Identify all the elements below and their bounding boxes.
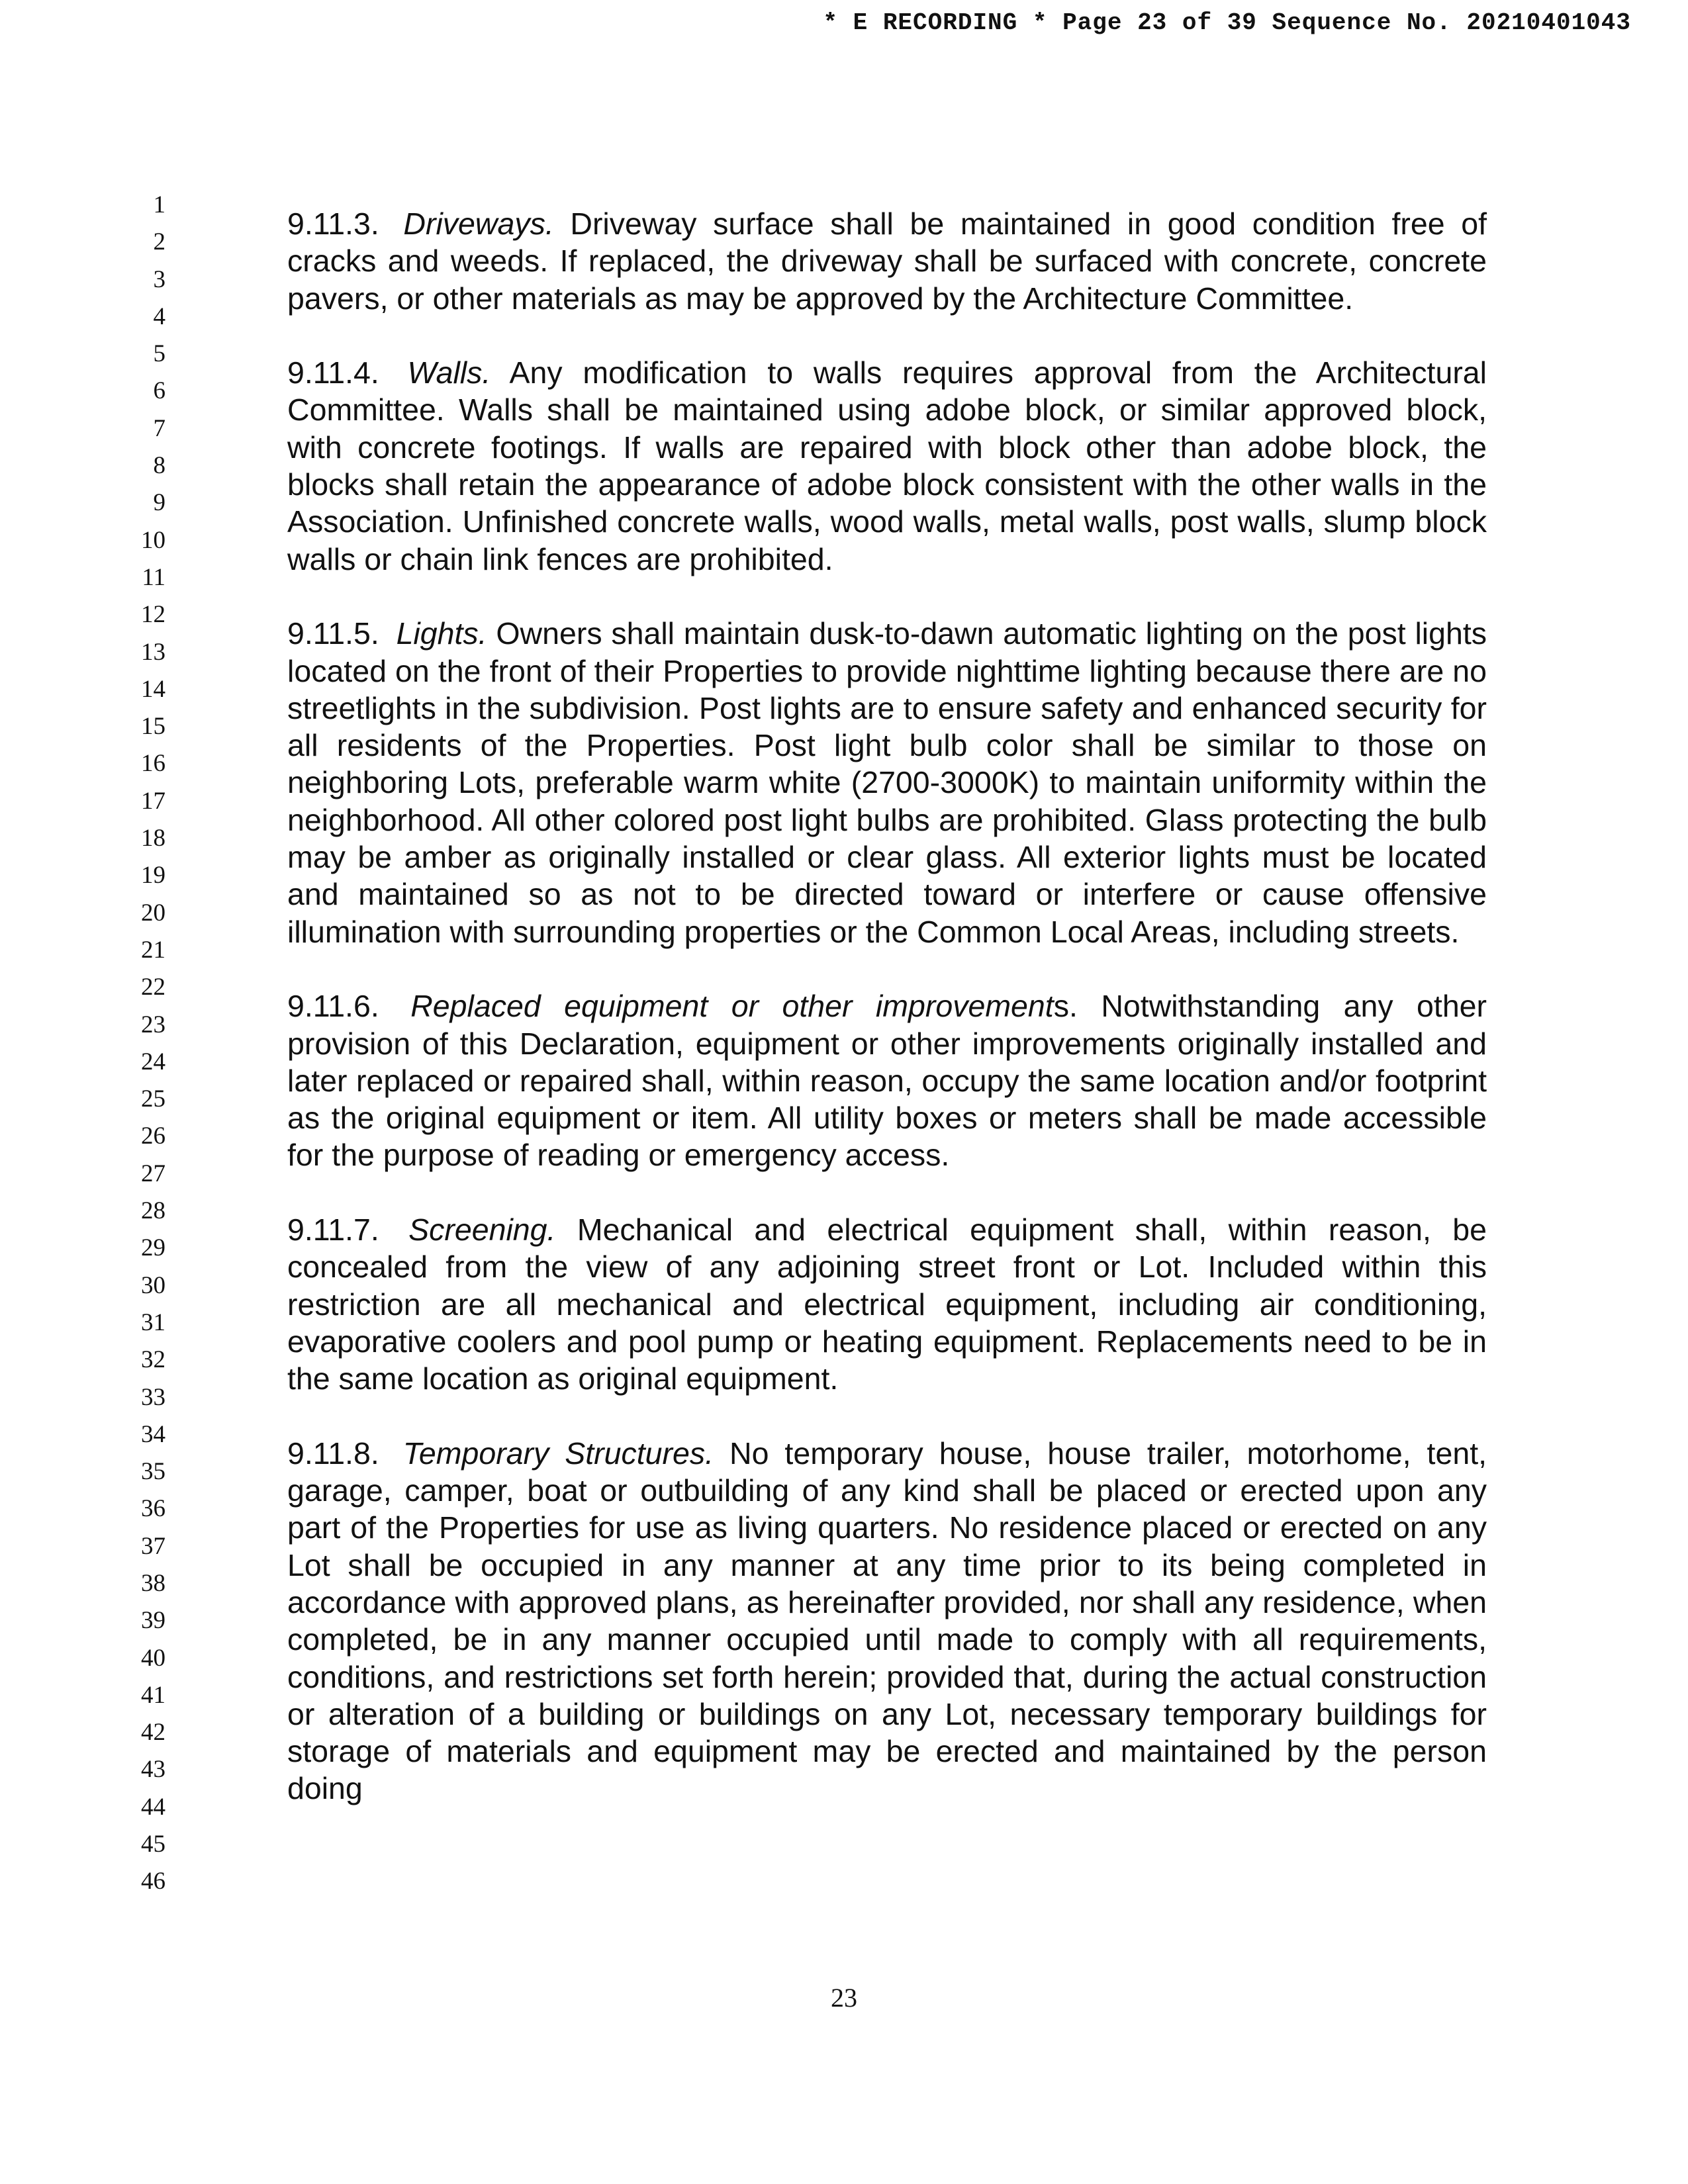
line-number: 37 [141,1532,165,1560]
line-number: 44 [141,1793,165,1821]
section-body: Driveway surface shall be maintained in good condition free of cracks and weeds. If replaced, the driveway shall be surfaced with concrete, concrete pavers, or other materials as may be approved by the Architecture Committee. [287,206,1487,316]
line-number: 42 [141,1719,165,1747]
line-number: 11 [142,563,165,591]
section-walls [287,354,1487,578]
section-title-suffix: s. [1053,989,1078,1024]
section-number: 9.11.7. [287,1212,379,1248]
line-number: 18 [141,825,165,852]
line-number: 8 [153,452,165,480]
section-temporary-structures [287,1435,1487,1807]
section-title: Lights. [396,616,487,651]
section-title: Driveways. [403,206,554,241]
line-number: 5 [153,340,165,368]
line-number: 31 [141,1308,165,1336]
line-number: 28 [141,1197,165,1225]
line-number: 41 [141,1681,165,1709]
section-number: 9.11.5. [287,616,379,651]
line-number: 19 [141,862,165,889]
section-body: No temporary house, house trailer, motorhome, tent, garage, camper, boat or outbuilding of any kind shall be placed or erected upon any part of the Properties for use as living quarters. No residence placed or erected on any Lot shall be occupied in any manner at any time prior to its being completed in accordance with approved plans, as hereinafter provided, nor shall any residence, when completed, be in any manner occupied until made to comply with all requirements, conditions, and restrictions set forth herein; provided that, during the actual construction or alteration of a building or buildings on any Lot, necessary temporary buildings for storage of materials and equipment may be erected and maintained by the person doing [287,1435,1487,1806]
line-number: 2 [153,228,165,256]
line-number: 22 [141,974,165,1001]
line-number: 43 [141,1756,165,1784]
page-number: 23 [831,1983,857,2013]
line-number: 26 [141,1122,165,1150]
section-number: 9.11.6. [287,989,379,1024]
section-number: 9.11.8. [287,1435,379,1471]
line-number: 38 [141,1569,165,1597]
section-driveways [287,205,1487,317]
line-number: 36 [141,1495,165,1523]
line-number: 27 [141,1160,165,1187]
section-number: 9.11.3. [287,206,379,241]
line-number: 23 [141,1011,165,1038]
line-number: 46 [141,1868,165,1895]
section-title: Walls. [407,355,491,390]
line-number: 45 [141,1831,165,1858]
line-number: 24 [141,1048,165,1075]
line-number: 32 [141,1346,165,1374]
line-number: 29 [141,1234,165,1262]
line-number: 15 [141,713,165,741]
line-number: 30 [141,1271,165,1299]
line-number: 12 [141,601,165,629]
section-body: Notwithstanding any other provision of this Declaration, equipment or other improvements originally installed and later replaced or repaired shall, within reason, occupy the same location and/or footprint as the original equipment or item. All utility boxes or meters shall be made accessible for the purpose of reading or emergency access. [287,989,1487,1173]
section-number: 9.11.4. [287,355,379,390]
section-body: Owners shall maintain dusk-to-dawn automatic lighting on the post lights located on the front of their Properties to provide nighttime lighting because there are no streetlights in the subdivision. Post lights are to ensure safety and enhanced security for all residents of the Properties. Post light bulb color shall be similar to those on neighboring Lots, preferable warm white (2700-3000K) to maintain uniformity within the neighborhood. All other colored post light bulbs are prohibited. Glass protecting the bulb may be amber as originally installed or clear glass. All exterior lights must be located and maintained so as not to be directed toward or interfere or cause offensive illumination with surrounding properties or the Common Local Areas, including streets. [287,616,1487,949]
section-screening [287,1211,1487,1397]
section-title: Replaced equipment or other improvement [410,989,1054,1024]
line-number: 1 [153,191,165,218]
line-number: 10 [141,526,165,554]
line-number: 20 [141,899,165,927]
section-title: Temporary Structures. [402,1435,714,1471]
line-number-column [99,187,165,1901]
section-lights [287,615,1487,950]
line-number: 33 [141,1383,165,1411]
recording-stamp: * E RECORDING * Page 23 of 39 Sequence No. 20210401043 [823,9,1631,36]
line-number: 3 [153,265,165,293]
section-body: Any modification to walls requires approval from the Architectural Committee. Walls shall be maintained using adobe block, or similar approved block, with concrete footings. If walls are repaired with block other than adobe block, the blocks shall retain the appearance of adobe block consistent with the other walls in the Association. Unfinished concrete walls, wood walls, metal walls, post walls, slump block walls or chain link fences are prohibited. [287,355,1487,576]
document-body [287,205,1487,1807]
line-number: 17 [141,787,165,815]
section-title: Screening. [408,1212,556,1248]
line-number: 7 [153,414,165,442]
line-number: 16 [141,750,165,778]
line-number: 4 [153,302,165,330]
line-number: 6 [153,377,165,405]
line-number: 34 [141,1420,165,1448]
line-number: 9 [153,489,165,517]
line-number: 39 [141,1607,165,1635]
line-number: 14 [141,675,165,703]
line-number: 35 [141,1458,165,1486]
line-number: 13 [141,638,165,666]
section-body: Mechanical and electrical equipment shall, within reason, be concealed from the view of any adjoining street front or Lot. Included within this restriction are all mechanical and electrical equipment, including air conditioning, evaporative coolers and pool pump or heating equipment. Replacements need to be in the same location as original equipment. [287,1212,1487,1396]
line-number: 25 [141,1085,165,1113]
line-number: 21 [141,936,165,964]
section-replaced-equipment [287,987,1487,1173]
line-number: 40 [141,1644,165,1672]
